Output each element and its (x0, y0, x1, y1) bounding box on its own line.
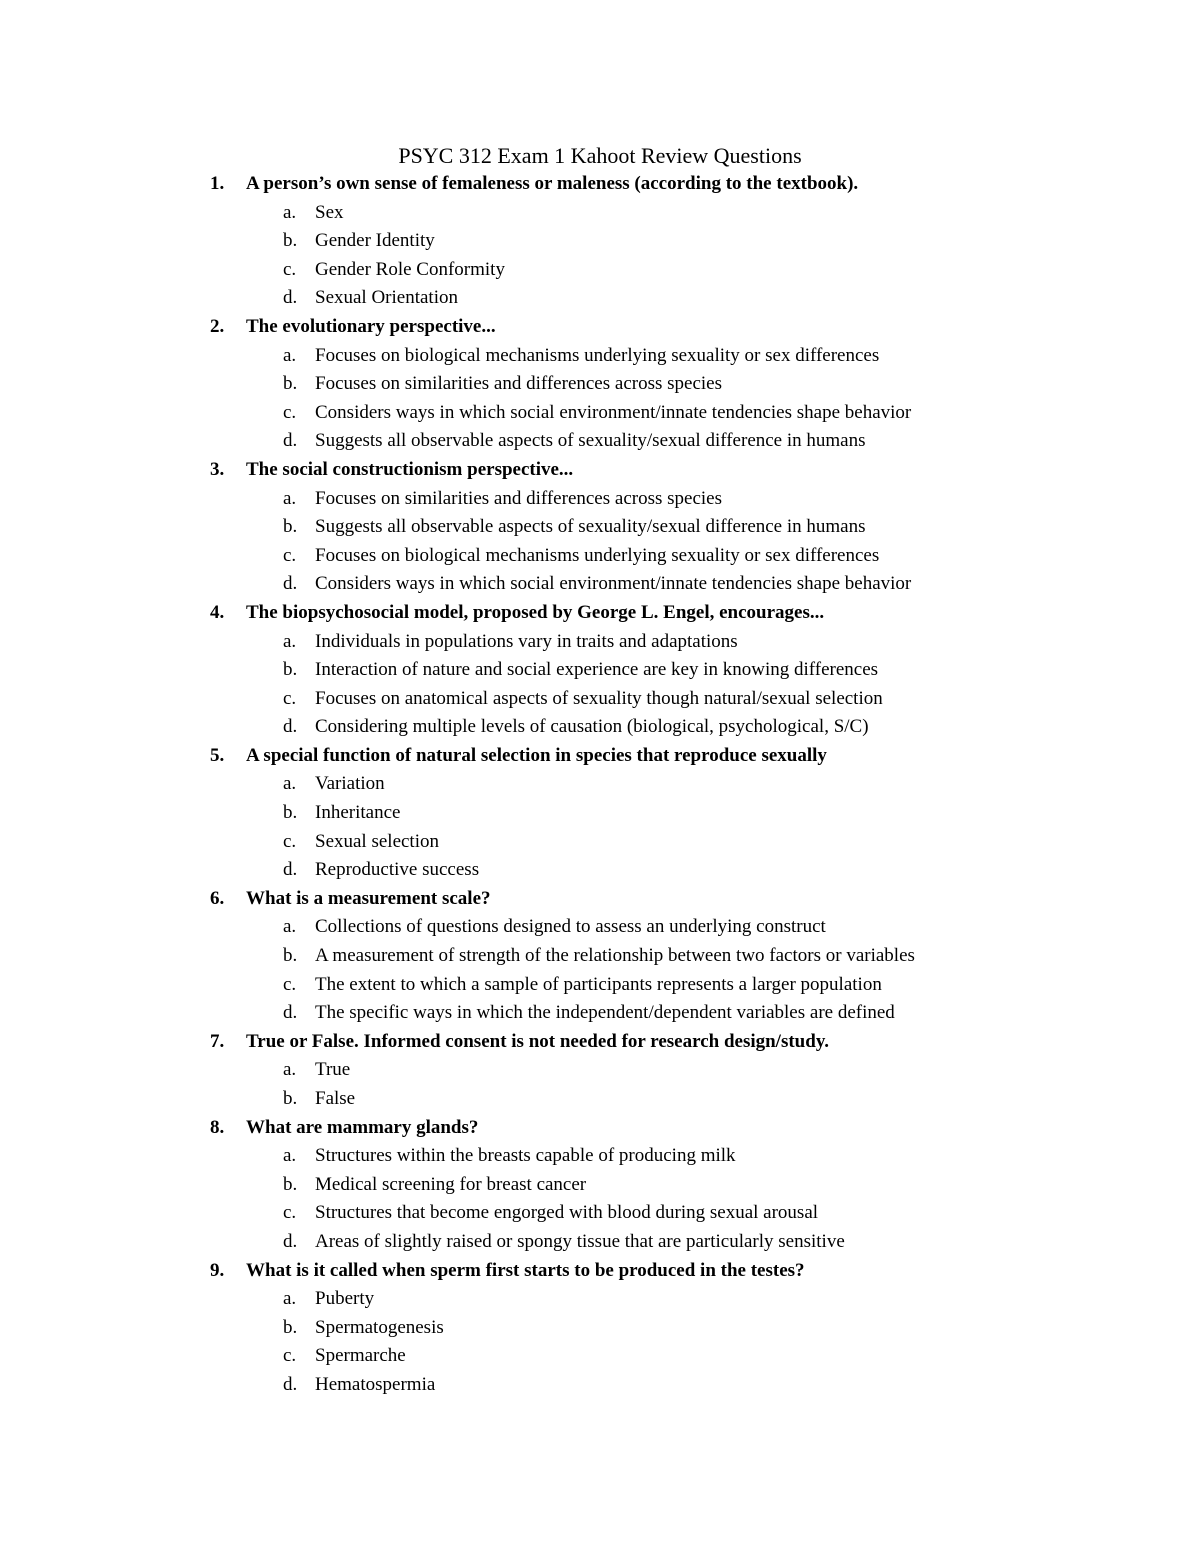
option-letter: a. (283, 1288, 297, 1310)
document-title: PSYC 312 Exam 1 Kahoot Review Questions (398, 143, 802, 168)
question-number: 6. (210, 887, 225, 909)
answer-options (0, 342, 1200, 456)
question-number: 3. (210, 458, 225, 480)
option-text: The specific ways in which the independent/dependent variables are defined (315, 1002, 895, 1024)
option-letter: a. (283, 487, 297, 509)
option-letter: a. (283, 201, 297, 223)
option-text: Reproductive success (315, 859, 480, 881)
option-text: Inheritance (315, 802, 401, 824)
answer-option (0, 999, 1200, 1028)
answer-options (0, 913, 1200, 1027)
answer-option (0, 1199, 1200, 1228)
question-text: True or False. Informed consent is not needed for research design/study. (246, 1030, 830, 1052)
option-letter: a. (283, 1059, 297, 1081)
answer-options (0, 199, 1200, 313)
option-text: Focuses on biological mechanisms underlying sexuality or sex differences (315, 344, 880, 366)
option-text: Structures within the breasts capable of producing milk (315, 1145, 736, 1167)
option-text: Spermatogenesis (315, 1316, 444, 1338)
option-text: Hematospermia (315, 1373, 436, 1395)
answer-option (0, 399, 1200, 428)
answer-option (0, 828, 1200, 857)
answer-option (0, 513, 1200, 542)
question-text: What are mammary glands? (246, 1116, 479, 1138)
option-letter: b. (283, 945, 298, 967)
option-letter: a. (283, 344, 297, 366)
answer-option (0, 713, 1200, 742)
option-letter: b. (283, 516, 298, 538)
answer-option (0, 628, 1200, 657)
answer-option (0, 1228, 1200, 1257)
answer-option (0, 284, 1200, 313)
option-letter: a. (283, 773, 297, 795)
answer-option (0, 542, 1200, 571)
question-number: 5. (210, 744, 225, 766)
answer-option (0, 1314, 1200, 1343)
option-letter: b. (283, 802, 298, 824)
option-text: Focuses on biological mechanisms underlying sexuality or sex differences (315, 544, 880, 566)
option-letter: d. (283, 430, 298, 452)
answer-option (0, 1056, 1200, 1085)
option-text: Sexual Orientation (315, 287, 458, 309)
question-number: 9. (210, 1259, 225, 1281)
question-line (0, 742, 1200, 771)
option-text: True (315, 1059, 351, 1081)
question-text: The biopsychosocial model, proposed by George L. Engel, encourages... (246, 601, 825, 623)
question-line (0, 1114, 1200, 1143)
option-letter: d. (283, 573, 298, 595)
question-text: What is it called when sperm first starts to be produced in the testes? (246, 1259, 805, 1281)
option-text: Spermarche (315, 1345, 406, 1367)
option-text: Considers ways in which social environment/innate tendencies shape behavior (315, 401, 912, 423)
option-text: Considers ways in which social environment/innate tendencies shape behavior (315, 573, 912, 595)
question-line (0, 1028, 1200, 1057)
option-letter: c. (283, 830, 297, 852)
option-letter: b. (283, 1316, 298, 1338)
answer-option (0, 342, 1200, 371)
question-item (0, 885, 1200, 1028)
option-text: Variation (315, 773, 385, 795)
answer-options (0, 1056, 1200, 1113)
answer-option (0, 971, 1200, 1000)
option-text: Areas of slightly raised or spongy tissue that are particularly sensitive (315, 1230, 845, 1252)
option-letter: c. (283, 687, 297, 709)
question-item (0, 170, 1200, 313)
option-text: Collections of questions designed to assess an underlying construct (315, 916, 826, 938)
option-text: False (315, 1088, 356, 1109)
answer-option (0, 1085, 1200, 1114)
option-letter: b. (283, 1173, 298, 1195)
answer-option (0, 485, 1200, 514)
option-letter: d. (283, 859, 298, 881)
option-letter: d. (283, 716, 298, 738)
option-text: Considering multiple levels of causation (biological, psychological, S/C) (315, 716, 869, 738)
option-letter: b. (283, 1088, 298, 1109)
question-text: The evolutionary perspective... (246, 315, 496, 337)
option-letter: a. (283, 630, 297, 652)
question-list (0, 170, 1200, 1400)
option-text: Suggests all observable aspects of sexuality/sexual difference in humans (315, 430, 866, 452)
question-line (0, 456, 1200, 485)
question-item (0, 1257, 1200, 1400)
question-text: A special function of natural selection in species that reproduce sexually (246, 744, 827, 766)
answer-option (0, 1342, 1200, 1371)
option-text: Gender Identity (315, 230, 435, 252)
answer-option (0, 770, 1200, 799)
answer-option (0, 942, 1200, 971)
option-letter: c. (283, 544, 297, 566)
answer-options (0, 770, 1200, 884)
answer-option (0, 913, 1200, 942)
answer-option (0, 1142, 1200, 1171)
option-text: Structures that become engorged with blood during sexual arousal (315, 1202, 819, 1224)
option-letter: d. (283, 1002, 298, 1024)
option-letter: d. (283, 287, 298, 309)
question-item (0, 1028, 1200, 1114)
option-letter: d. (283, 1230, 298, 1252)
option-text: Sexual selection (315, 830, 439, 852)
question-text: What is a measurement scale? (246, 887, 491, 909)
option-text: Focuses on similarities and differences across species (315, 487, 722, 509)
question-line (0, 1257, 1200, 1286)
question-line (0, 170, 1200, 199)
question-number: 4. (210, 601, 225, 623)
option-letter: d. (283, 1373, 298, 1395)
option-letter: c. (283, 973, 297, 995)
answer-option (0, 199, 1200, 228)
option-letter: c. (283, 401, 297, 423)
answer-options (0, 1285, 1200, 1399)
option-text: Focuses on anatomical aspects of sexuality though natural/sexual selection (315, 687, 883, 709)
answer-option (0, 1171, 1200, 1200)
option-letter: a. (283, 1145, 297, 1167)
answer-option (0, 1371, 1200, 1400)
question-item (0, 742, 1200, 885)
answer-options (0, 1142, 1200, 1256)
answer-option (0, 856, 1200, 885)
option-text: Sex (315, 201, 344, 223)
option-letter: c. (283, 258, 297, 280)
option-letter: b. (283, 230, 298, 252)
question-item (0, 599, 1200, 742)
question-item (0, 313, 1200, 456)
answer-option (0, 570, 1200, 599)
answer-options (0, 485, 1200, 599)
answer-option (0, 656, 1200, 685)
option-letter: b. (283, 373, 298, 395)
answer-option (0, 370, 1200, 399)
answer-option (0, 685, 1200, 714)
question-text: The social constructionism perspective... (246, 458, 574, 480)
option-text: A measurement of strength of the relationship between two factors or variables (315, 945, 915, 967)
question-line (0, 599, 1200, 628)
answer-options (0, 628, 1200, 742)
option-text: Focuses on similarities and differences across species (315, 373, 722, 395)
option-letter: b. (283, 659, 298, 681)
question-number: 2. (210, 315, 225, 337)
option-text: Individuals in populations vary in traits and adaptations (315, 630, 738, 652)
question-number: 8. (210, 1116, 225, 1138)
answer-option (0, 227, 1200, 256)
option-letter: a. (283, 916, 297, 938)
answer-option (0, 799, 1200, 828)
answer-option (0, 427, 1200, 456)
option-letter: c. (283, 1202, 297, 1224)
question-item (0, 1114, 1200, 1257)
question-number: 1. (210, 173, 225, 194)
question-item (0, 456, 1200, 599)
answer-option (0, 256, 1200, 285)
option-letter: c. (283, 1345, 297, 1367)
option-text: Gender Role Conformity (315, 258, 505, 280)
question-number: 7. (210, 1030, 225, 1052)
option-text: Suggests all observable aspects of sexuality/sexual difference in humans (315, 516, 866, 538)
option-text: The extent to which a sample of participants represents a larger population (315, 973, 882, 995)
question-line (0, 313, 1200, 342)
question-text: A person’s own sense of femaleness or maleness (according to the textbook). (246, 173, 859, 194)
option-text: Medical screening for breast cancer (315, 1173, 587, 1195)
answer-option (0, 1285, 1200, 1314)
option-text: Puberty (315, 1288, 375, 1310)
question-line (0, 885, 1200, 914)
option-text: Interaction of nature and social experience are key in knowing differences (315, 659, 879, 681)
